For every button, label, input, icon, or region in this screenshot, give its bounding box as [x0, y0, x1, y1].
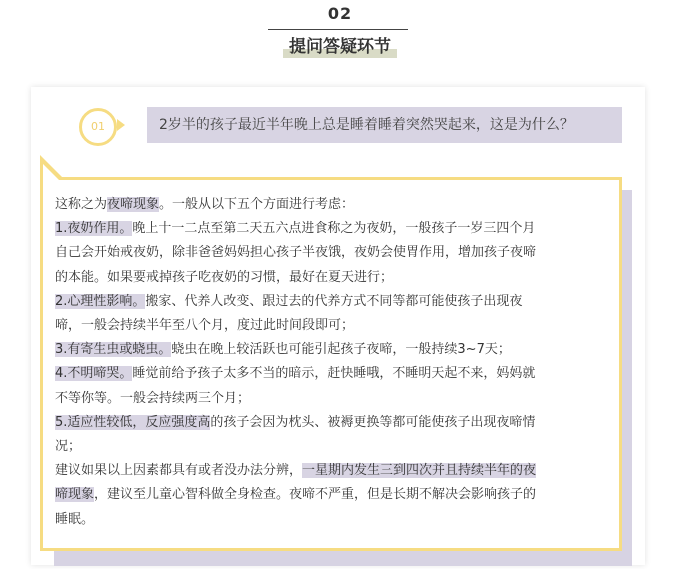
section-title — [285, 36, 395, 58]
highlighted-text: 2.心理性影响。 — [55, 293, 146, 309]
question-number-badge: 01 — [79, 108, 117, 146]
highlighted-text: 3.有寄生虫或蛲虫。 — [55, 342, 172, 358]
arrow-right-icon — [117, 119, 125, 131]
section-title-text: 提问答疑环节 — [289, 37, 391, 57]
answer-line — [55, 435, 607, 459]
answer-line — [55, 241, 607, 265]
answer-line — [55, 411, 607, 435]
answer-line — [55, 508, 607, 532]
answer-text-segment: 搬家、代养人改变、跟过去的代养方式不同等都可能使孩子出现夜 — [145, 293, 523, 309]
answer-line — [55, 483, 607, 507]
answer-text-segment: 蛲虫在晚上较活跃也可能引起孩子夜啼，一般持续3~7天； — [171, 342, 511, 358]
answer-text-segment: 不等你等。一般会持续两三个月； — [55, 390, 251, 406]
highlighted-text: 5.适应性较低，反应强度高 — [55, 414, 211, 430]
answer-line — [55, 266, 607, 290]
header-divider — [268, 29, 408, 30]
highlighted-text: 啼现象 — [55, 487, 95, 503]
speech-tail-inner — [43, 164, 60, 181]
highlighted-text: 1.夜奶作用。 — [55, 221, 133, 237]
answer-text-segment: 的本能。如果要戒掉孩子吃夜奶的习惯，最好在夏天进行； — [55, 269, 394, 285]
answer-line — [55, 387, 607, 411]
answer-line — [55, 459, 607, 483]
highlighted-text: 夜啼现象 — [107, 197, 160, 212]
question-text: 2岁半的孩子最近半年晚上总是睡着睡着突然哭起来，这是为什么？ — [147, 107, 622, 143]
answer-line — [55, 314, 607, 338]
answer-line — [55, 193, 607, 217]
answer-text-segment: ，建议至儿童心智科做全身检查。夜啼不严重，但是长期不解决会影响孩子的 — [94, 487, 537, 503]
answer-text-segment: 况； — [55, 439, 82, 455]
answer-box — [40, 177, 622, 551]
answer-text-segment: 睡觉前给予孩子太多不当的暗示，赶快睡哦，不睡明天起不来，妈妈就 — [132, 366, 536, 382]
answer-text-segment: 啼，一般会持续半年至八个月，度过此时间段即可； — [55, 318, 355, 334]
answer-text-segment: 这称之为 — [55, 197, 108, 212]
answer-text-segment: 。一般从以下五个方面进行考虑： — [159, 197, 355, 212]
section-title-wrap — [0, 36, 680, 58]
section-number: 02 — [327, 4, 353, 23]
answer-text-segment: 的孩子会因为枕头、被褥更换等都可能使孩子出现夜啼情 — [210, 414, 536, 430]
answer-line — [55, 338, 607, 362]
answer-text-segment: 建议如果以上因素都具有或者没办法分辨， — [55, 463, 303, 479]
answer-text-segment: 自己会开始戒夜奶，除非爸爸妈妈担心孩子半夜饿，夜奶会使胃作用，增加孩子夜啼 — [55, 245, 537, 261]
highlighted-text: 一星期内发生三到四次并且持续半年的夜 — [302, 463, 537, 479]
highlighted-text: 4.不明啼哭。 — [55, 366, 133, 382]
answer-text — [55, 193, 607, 532]
answer-text-segment: 晚上十一二点至第二天五六点进食称之为夜奶，一般孩子一岁三四个月 — [132, 221, 536, 237]
answer-text-segment: 睡眠。 — [55, 511, 95, 527]
answer-line — [55, 290, 607, 314]
answer-line — [55, 217, 607, 241]
answer-line — [55, 362, 607, 386]
